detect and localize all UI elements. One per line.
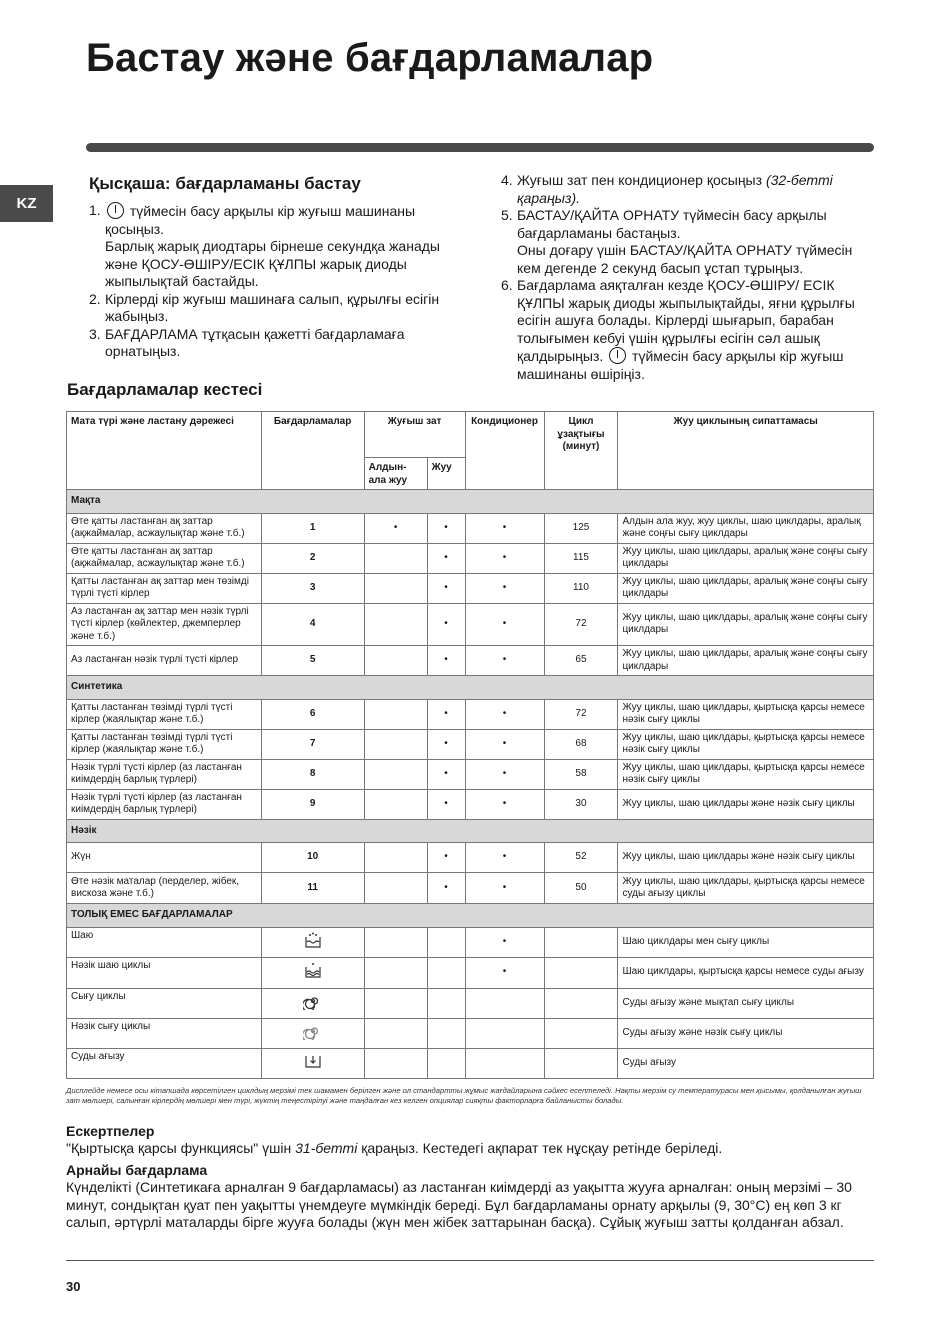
wash-cell: • <box>427 513 465 543</box>
description-cell: Суды ағызу <box>618 1048 874 1078</box>
duration-cell <box>544 988 618 1018</box>
description-cell: Жуу циклы, шаю циклдары және нәзік сығу циклы <box>618 843 874 873</box>
softener-cell: • <box>465 843 544 873</box>
softener-cell: • <box>465 957 544 988</box>
duration-cell: 52 <box>544 843 618 873</box>
description-cell: Жуу циклы, шаю циклдары, аралық және соңғы сығу циклдары <box>618 603 874 646</box>
table-row <box>67 603 874 646</box>
power-icon <box>609 347 626 364</box>
table-row <box>67 957 874 988</box>
softener-cell <box>465 988 544 1018</box>
table-row <box>67 699 874 729</box>
header-duration: Цикл ұзақтығы (минут) <box>544 412 618 490</box>
description-cell: Шаю циклдары, қыртысқа қарсы немесе суды ағызу <box>618 957 874 988</box>
header-programs: Бағдарламалар <box>261 412 364 490</box>
page-number: 30 <box>66 1279 81 1294</box>
duration-cell: 30 <box>544 789 618 819</box>
fabric-cell: Суды ағызу <box>67 1048 262 1078</box>
table-row <box>67 1018 874 1048</box>
special-program-title: Арнайы бағдарлама <box>66 1162 208 1178</box>
header-wash: Жуу <box>427 458 465 490</box>
wash-cell: • <box>427 573 465 603</box>
program-number-cell: 11 <box>261 873 364 904</box>
notes-text: "Қыртысқа қарсы функциясы" үшін 31-бетті қараңыз. Кестедегі ақпарат тек нұсқау ретінде беріледі. <box>66 1140 723 1156</box>
wash-cell: • <box>427 699 465 729</box>
header-softener: Кондиционер <box>465 412 544 490</box>
rinse-icon <box>303 931 323 949</box>
duration-cell: 110 <box>544 573 618 603</box>
program-number-cell: 3 <box>261 573 364 603</box>
prewash-cell <box>364 873 427 904</box>
duration-cell: 50 <box>544 873 618 904</box>
fabric-cell: Нәзік түрлі түсті кірлер (аз ластанған киімдердің барлық түрлері) <box>67 789 262 819</box>
duration-cell: 68 <box>544 729 618 759</box>
description-cell: Суды ағызу және мықтап сығу циклы <box>618 988 874 1018</box>
step-3: 3. БАҒДАРЛАМА тұтқасын қажетті бағдарламаға орнатыңыз. <box>89 325 405 359</box>
program-number-cell: 2 <box>261 543 364 573</box>
special-program-text: Күнделікті (Синтетикаға арналған 9 бағдарламасы) аз ластанған киімдерді аз уақытта жууға арналған: оның мерзімі – 30 минут, сондықтан қуат пен уақытты үнемдеуге мүмкіндік береді. Бұл бағдарламаны орнату арқылы (9, 30°C) ең көп 3 кг салып, әртүрлі маталарды бірге жууға болады (жүн мен жібек заттарынан басқа). Сұйық жуғыш затты қолданған абзал. <box>66 1179 852 1230</box>
duration-cell: 58 <box>544 759 618 789</box>
prewash-cell <box>364 603 427 646</box>
description-cell: Жуу циклы, шаю циклдары және нәзік сығу циклы <box>618 789 874 819</box>
duration-cell <box>544 1018 618 1048</box>
power-icon <box>107 202 124 219</box>
fabric-cell: Қатты ластанған төзімді түрлі түсті кірлер (жаялықтар және т.б.) <box>67 699 262 729</box>
wash-cell <box>427 927 465 957</box>
table-row <box>67 759 874 789</box>
table-row <box>67 988 874 1018</box>
spin-icon <box>303 992 323 1010</box>
table-row <box>67 729 874 759</box>
fabric-cell: Өте қатты ластанған ақ заттар (ақжаймалар, асжаулықтар және т.б.) <box>67 543 262 573</box>
program-number-cell: 5 <box>261 646 364 676</box>
fabric-cell: Нәзік сығу циклы <box>67 1018 262 1048</box>
section-title: ТОЛЫҚ ЕМЕС БАҒДАРЛАМАЛАР <box>67 904 874 928</box>
table-row <box>67 543 874 573</box>
wash-cell <box>427 957 465 988</box>
program-icon-cell <box>261 927 364 957</box>
table-row <box>67 513 874 543</box>
wash-cell: • <box>427 873 465 904</box>
table-row <box>67 573 874 603</box>
wash-cell: • <box>427 729 465 759</box>
prewash-cell <box>364 729 427 759</box>
duration-cell: 72 <box>544 699 618 729</box>
prewash-cell <box>364 646 427 676</box>
fabric-cell: Қатты ластанған ақ заттар мен төзімді түрлі түсті кірлер <box>67 573 262 603</box>
prewash-cell <box>364 843 427 873</box>
wash-cell: • <box>427 543 465 573</box>
wash-cell: • <box>427 843 465 873</box>
description-cell: Жуу циклы, шаю циклдары, қыртысқа қарсы немесе суды ағызу циклы <box>618 873 874 904</box>
table-row <box>67 843 874 873</box>
program-number-cell: 9 <box>261 789 364 819</box>
fabric-cell: Қатты ластанған төзімді түрлі түсті кірлер (жаялықтар және т.б.) <box>67 729 262 759</box>
description-cell: Алдын ала жуу, жуу циклы, шаю циклдары, аралық және соңғы сығу циклдары <box>618 513 874 543</box>
wash-cell <box>427 1018 465 1048</box>
duration-cell <box>544 957 618 988</box>
quick-start-right-column <box>501 172 876 383</box>
fabric-cell: Нәзік шаю циклы <box>67 957 262 988</box>
description-cell: Жуу циклы, шаю циклдары, қыртысқа қарсы немесе нәзік сығу циклы <box>618 699 874 729</box>
table-row <box>67 873 874 904</box>
step-1: 1. түймесін басу арқылы кір жуғыш машинаны қосыңыз. Барлық жарық диодтары бірнеше секундқа жанады және ҚОСУ-ӨШІРУ/ЕСІК ҚҰЛПЫ жарық диоды жыпылықтай бастайды. <box>89 202 440 289</box>
prewash-cell <box>364 1048 427 1078</box>
header-prewash: Алдын-ала жуу <box>364 458 427 490</box>
description-cell: Жуу циклы, шаю циклдары, қыртысқа қарсы немесе нәзік сығу циклы <box>618 759 874 789</box>
fabric-cell: Аз ластанған нәзік түрлі түсті кірлер <box>67 646 262 676</box>
header-divider <box>86 143 874 152</box>
table-row <box>67 927 874 957</box>
quick-start-title: Қысқаша: бағдарламаны бастау <box>89 174 361 193</box>
softener-cell: • <box>465 603 544 646</box>
program-number-cell: 8 <box>261 759 364 789</box>
section-row <box>67 904 874 928</box>
softener-cell: • <box>465 513 544 543</box>
step-1-extra: Барлық жарық диодтары бірнеше секундқа жанады және ҚОСУ-ӨШІРУ/ЕСІК ҚҰЛПЫ жарық диоды жыпылықтай бастайды. <box>105 238 440 289</box>
duration-cell: 125 <box>544 513 618 543</box>
fabric-cell: Шаю <box>67 927 262 957</box>
fabric-cell: Өте қатты ластанған ақ заттар (ақжаймалар, асжаулықтар және т.б.) <box>67 513 262 543</box>
step-2: 2. Кірлерді кір жуғыш машинаға салып, құрылғы есігін жабыңыз. <box>89 290 440 324</box>
header-description: Жуу циклының сипаттамасы <box>618 412 874 490</box>
program-icon-cell <box>261 988 364 1018</box>
prewash-cell <box>364 927 427 957</box>
description-cell: Жуу циклы, шаю циклдары, аралық және соңғы сығу циклдары <box>618 573 874 603</box>
footer-divider <box>66 1260 874 1261</box>
softener-cell: • <box>465 789 544 819</box>
wash-cell: • <box>427 603 465 646</box>
wash-cell <box>427 1048 465 1078</box>
fabric-cell: Сығу циклы <box>67 988 262 1018</box>
description-cell: Шаю циклдары мен сығу циклы <box>618 927 874 957</box>
table-row <box>67 1048 874 1078</box>
program-number-cell: 10 <box>261 843 364 873</box>
fabric-cell: Аз ластанған ақ заттар мен нәзік түрлі түсті кірлер (көйлектер, джемперлер және т.б.) <box>67 603 262 646</box>
description-cell: Жуу циклы, шаю циклдары, аралық және соңғы сығу циклдары <box>618 543 874 573</box>
program-icon-cell <box>261 1018 364 1048</box>
prewash-cell <box>364 789 427 819</box>
table-row <box>67 789 874 819</box>
prewash-cell <box>364 699 427 729</box>
section-title: Нәзік <box>67 819 874 843</box>
page-reference: 31-бетті <box>295 1140 358 1156</box>
quick-start-left-column <box>89 202 459 361</box>
prewash-cell <box>364 573 427 603</box>
description-cell: Суды ағызу және нәзік сығу циклы <box>618 1018 874 1048</box>
duration-cell <box>544 1048 618 1078</box>
prewash-cell <box>364 759 427 789</box>
duration-cell: 72 <box>544 603 618 646</box>
step-4: 4. Жуғыш зат пен кондиционер қосыңыз (32-бетті қараңыз). <box>501 172 833 206</box>
duration-footnote: Дисплейде немесе осы кітапшада көрсетілген циклдың мерзімі тек шамамен берілген және ол стандартты жұмыс жағдайларына сәйкес есептеледі. Нақты мерзім су температурасы мен қысымы, қолданылған жуғыш зат мөлшері, салынған кірлердің мөлшері мен түрі, жүктің теңестірілуі және таңдалған кез келген опциялар сияқты факторларға байланысты болады. <box>66 1086 862 1105</box>
wash-cell: • <box>427 759 465 789</box>
wash-cell: • <box>427 646 465 676</box>
prewash-cell <box>364 988 427 1018</box>
fabric-cell: Жүн <box>67 843 262 873</box>
language-tab: KZ <box>0 185 53 222</box>
page-title: Бастау және бағдарламалар <box>86 36 654 80</box>
duration-cell <box>544 927 618 957</box>
duration-cell: 65 <box>544 646 618 676</box>
header-fabric: Мата түрі және ластану дәрежесі <box>67 412 262 490</box>
softener-cell: • <box>465 927 544 957</box>
step-6: 6. Бағдарлама аяқталған кезде ҚОСУ-ӨШІРУ/ ЕСІК ҚҰЛПЫ жарық диоды жыпылықтайды, яғни құрылғы есігін ашуға болады. Кірлерді шығарып, барабан толығымен кебуі үшін құрылғы есігін сәл ашық қалдырыңыз. түймесін басу арқылы кір жуғыш машинаны өшіріңіз. <box>501 277 855 382</box>
programs-table <box>66 411 874 1079</box>
section-row <box>67 676 874 700</box>
programs-table-title: Бағдарламалар кестесі <box>67 380 263 399</box>
fabric-cell: Нәзік түрлі түсті кірлер (аз ластанған киімдердің барлық түрлері) <box>67 759 262 789</box>
softener-cell: • <box>465 729 544 759</box>
softener-cell: • <box>465 699 544 729</box>
softener-cell <box>465 1048 544 1078</box>
softener-cell: • <box>465 573 544 603</box>
softener-cell: • <box>465 873 544 904</box>
page-reference: (32-бетті қараңыз). <box>517 172 833 206</box>
softener-cell: • <box>465 646 544 676</box>
table-row <box>67 646 874 676</box>
duration-cell: 115 <box>544 543 618 573</box>
prewash-cell <box>364 543 427 573</box>
program-number-cell: 1 <box>261 513 364 543</box>
description-cell: Жуу циклы, шаю циклдары, қыртысқа қарсы немесе нәзік сығу циклы <box>618 729 874 759</box>
program-number-cell: 4 <box>261 603 364 646</box>
wash-cell <box>427 988 465 1018</box>
prewash-cell <box>364 957 427 988</box>
prewash-cell <box>364 1018 427 1048</box>
drain-icon <box>303 1052 323 1070</box>
fabric-cell: Өте нәзік маталар (перделер, жібек, вискоза және т.б.) <box>67 873 262 904</box>
program-number-cell: 6 <box>261 699 364 729</box>
header-detergent: Жуғыш зат <box>364 412 465 458</box>
program-icon-cell <box>261 957 364 988</box>
program-number-cell: 7 <box>261 729 364 759</box>
section-row <box>67 490 874 514</box>
prewash-cell: • <box>364 513 427 543</box>
program-icon-cell <box>261 1048 364 1078</box>
section-title: Синтетика <box>67 676 874 700</box>
section-title: Мақта <box>67 490 874 514</box>
description-cell: Жуу циклы, шаю циклдары, аралық және соңғы сығу циклдары <box>618 646 874 676</box>
notes-title: Ескертпелер <box>66 1123 155 1139</box>
step-5: 5. БАСТАУ/ҚАЙТА ОРНАТУ түймесін басу арқылы бағдарламаны бастаңыз. Оны доғару үшін БАСТАУ/ҚАЙТА ОРНАТУ түймесін кем дегенде 2 секунд басып ұстап тұрыңыз. <box>501 207 853 276</box>
softener-cell <box>465 1018 544 1048</box>
delicate-spin-icon <box>303 1022 323 1040</box>
softener-cell: • <box>465 543 544 573</box>
softener-cell: • <box>465 759 544 789</box>
wash-cell: • <box>427 789 465 819</box>
section-row <box>67 819 874 843</box>
delicate-rinse-icon <box>303 961 323 979</box>
